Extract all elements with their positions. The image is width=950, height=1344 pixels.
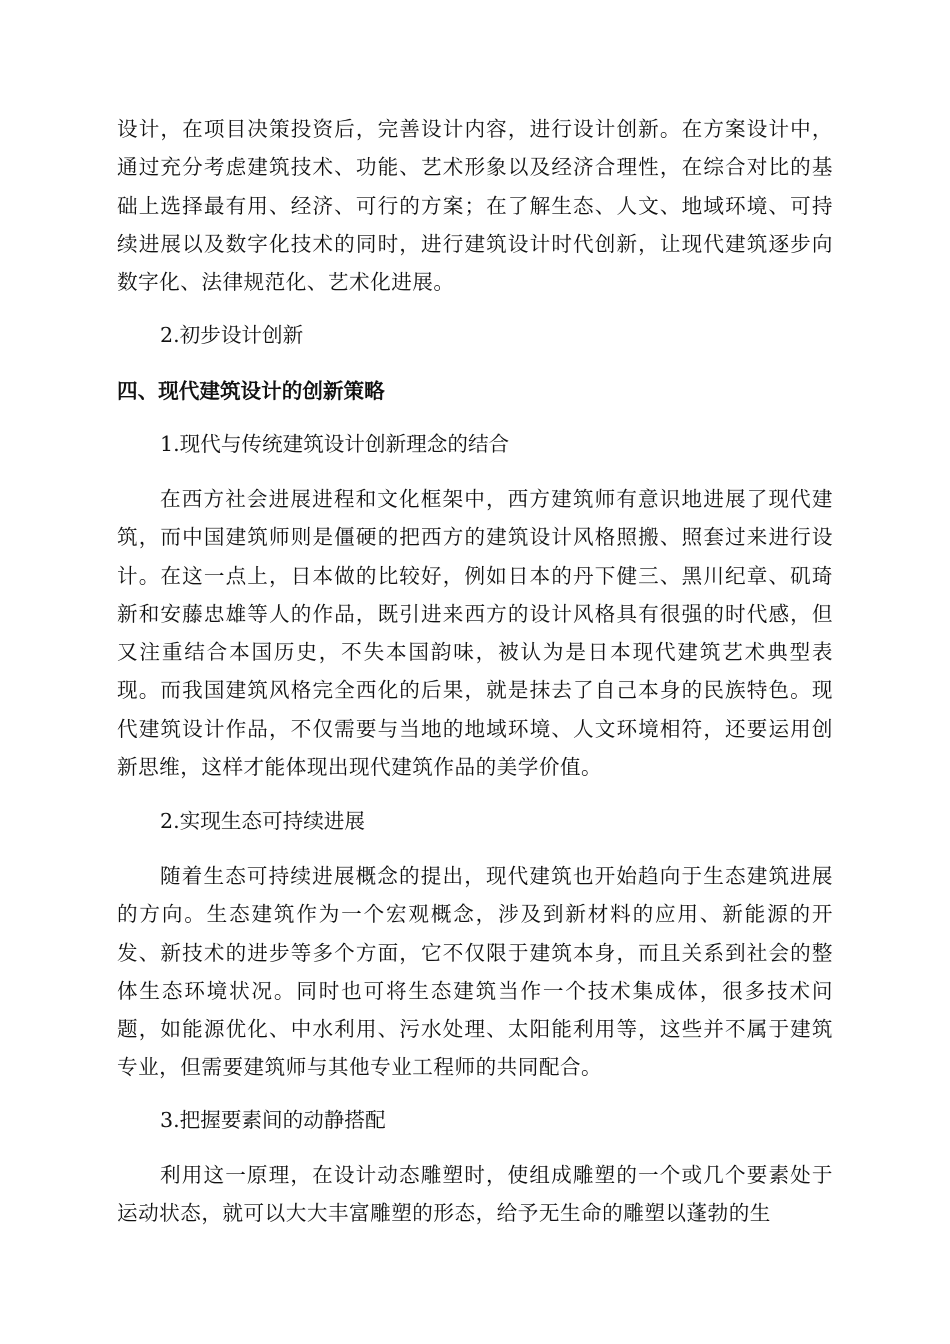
item2-title: 2.实现生态可持续进展 (160, 809, 365, 833)
continuation-paragraph: 设计，在项目决策投资后，完善设计内容，进行设计创新。在方案设计中，通过充分考虑建筑技术、功能、艺术形象以及经济合理性，在综合对比的基础上选择最有用、经济、可行的方案；在了解生态、人文、地域环境、可持续进展以及数字化技术的同时，进行建筑设计时代创新，让现代建筑逐步向数字化、法律规范化、艺术化进展。 (117, 117, 833, 295)
item2-paragraph: 随着生态可持续进展概念的提出，现代建筑也开始趋向于生态建筑进展的方向。生态建筑作为一个宏观概念，涉及到新材料的应用、新能源的开发、新技术的进步等多个方面，它不仅限于建筑本身，而且关系到社会的整体生态环境状况。同时也可将生态建筑当作一个技术集成体，很多技术问题，如能源优化、中水利用、污水处理、太阳能利用等，这些并不属于建筑专业，但需要建筑师与其他专业工程师的共同配合。 (117, 864, 833, 1080)
item1-paragraph: 在西方社会进展进程和文化框架中，西方建筑师有意识地进展了现代建筑，而中国建筑师则是僵硬的把西方的建筑设计风格照搬、照套过来进行设计。在这一点上，日本做的比较好，例如日本的丹下健三、黑川纪章、矶琦新和安藤忠雄等人的作品，既引进来西方的设计风格具有很强的时代感，但又注重结合本国历史，不失本国韵味，被认为是日本现代建筑艺术典型表现。而我国建筑风格完全西化的后果，就是抹去了自己本身的民族特色。现代建筑设计作品，不仅需要与当地的地域环境、人文环境相符，还要运用创新思维，这样才能体现出现代建筑作品的美学价值。 (117, 487, 833, 780)
item3-title: 3.把握要素间的动静搭配 (160, 1108, 386, 1132)
subheading-preliminary-design: 2.初步设计创新 (160, 323, 304, 347)
section-heading: 四、现代建筑设计的创新策略 (117, 379, 385, 403)
item1-title: 1.现代与传统建筑设计创新理念的结合 (160, 432, 510, 456)
item3-paragraph: 利用这一原理，在设计动态雕塑时，使组成雕塑的一个或几个要素处于运动状态，就可以大大丰富雕塑的形态，给予无生命的雕塑以蓬勃的生 (117, 1163, 833, 1226)
